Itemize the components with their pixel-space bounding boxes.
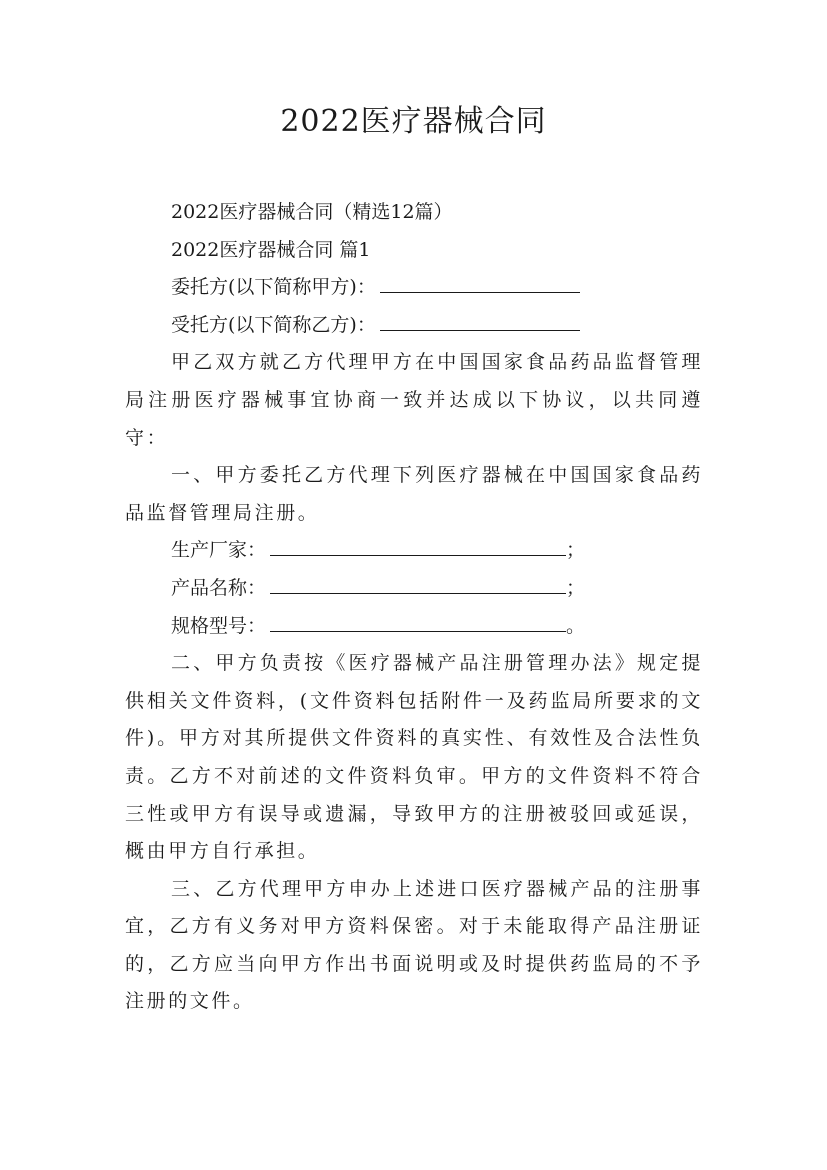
party-a-blank	[380, 271, 580, 293]
party-a-line	[125, 269, 703, 307]
product-name-end: ；	[566, 576, 586, 599]
model-blank	[270, 610, 566, 632]
clause-3-paragraph: 三、乙方代理甲方申办上述进口医疗器械产品的注册事宜，乙方有义务对甲方资料保密。对于未能取得产品注册证的，乙方应当向甲方作出书面说明或及时提供药监局的不予注册的文件。	[125, 877, 703, 1013]
party-a-label: 委托方(以下简称甲方)：	[171, 276, 376, 299]
model-line	[125, 608, 703, 646]
manufacturer-label: 生产厂家：	[171, 539, 267, 562]
party-b-label: 受托方(以下简称乙方)：	[171, 313, 376, 336]
chapter-heading: 2022医疗器械合同 篇1	[171, 238, 371, 261]
model-end: 。	[566, 614, 586, 637]
product-name-line	[125, 570, 703, 608]
party-b-line	[125, 307, 703, 345]
document-body	[125, 194, 703, 1021]
clause-1-paragraph: 一、甲方委托乙方代理下列医疗器械在中国国家食品药品监督管理局注册。	[125, 464, 703, 524]
product-name-label: 产品名称：	[171, 576, 267, 599]
party-b-blank	[380, 309, 580, 331]
document-title: 2022医疗器械合同	[280, 104, 547, 139]
manufacturer-blank	[270, 534, 566, 556]
model-label: 规格型号：	[171, 614, 267, 637]
manufacturer-end: ；	[566, 539, 586, 562]
manufacturer-line	[125, 532, 703, 570]
document-subtitle: 2022医疗器械合同（精选12篇）	[171, 201, 453, 223]
clause-2-paragraph: 二、甲方负责按《医疗器械产品注册管理办法》规定提供相关文件资料，(文件资料包括附件一及药监局所要求的文件)。甲方对其所提供文件资料的真实性、有效性及合法性负责。乙方不对前述的文件资料负审。甲方的文件资料不符合三性或甲方有误导或遗漏，导致甲方的注册被驳回或延误，概由甲方自行承担。	[125, 652, 703, 863]
product-name-blank	[270, 572, 566, 594]
intro-paragraph: 甲乙双方就乙方代理甲方在中国国家食品药品监督管理局注册医疗器械事宜协商一致并达成以下协议，以共同遵守：	[125, 351, 703, 449]
